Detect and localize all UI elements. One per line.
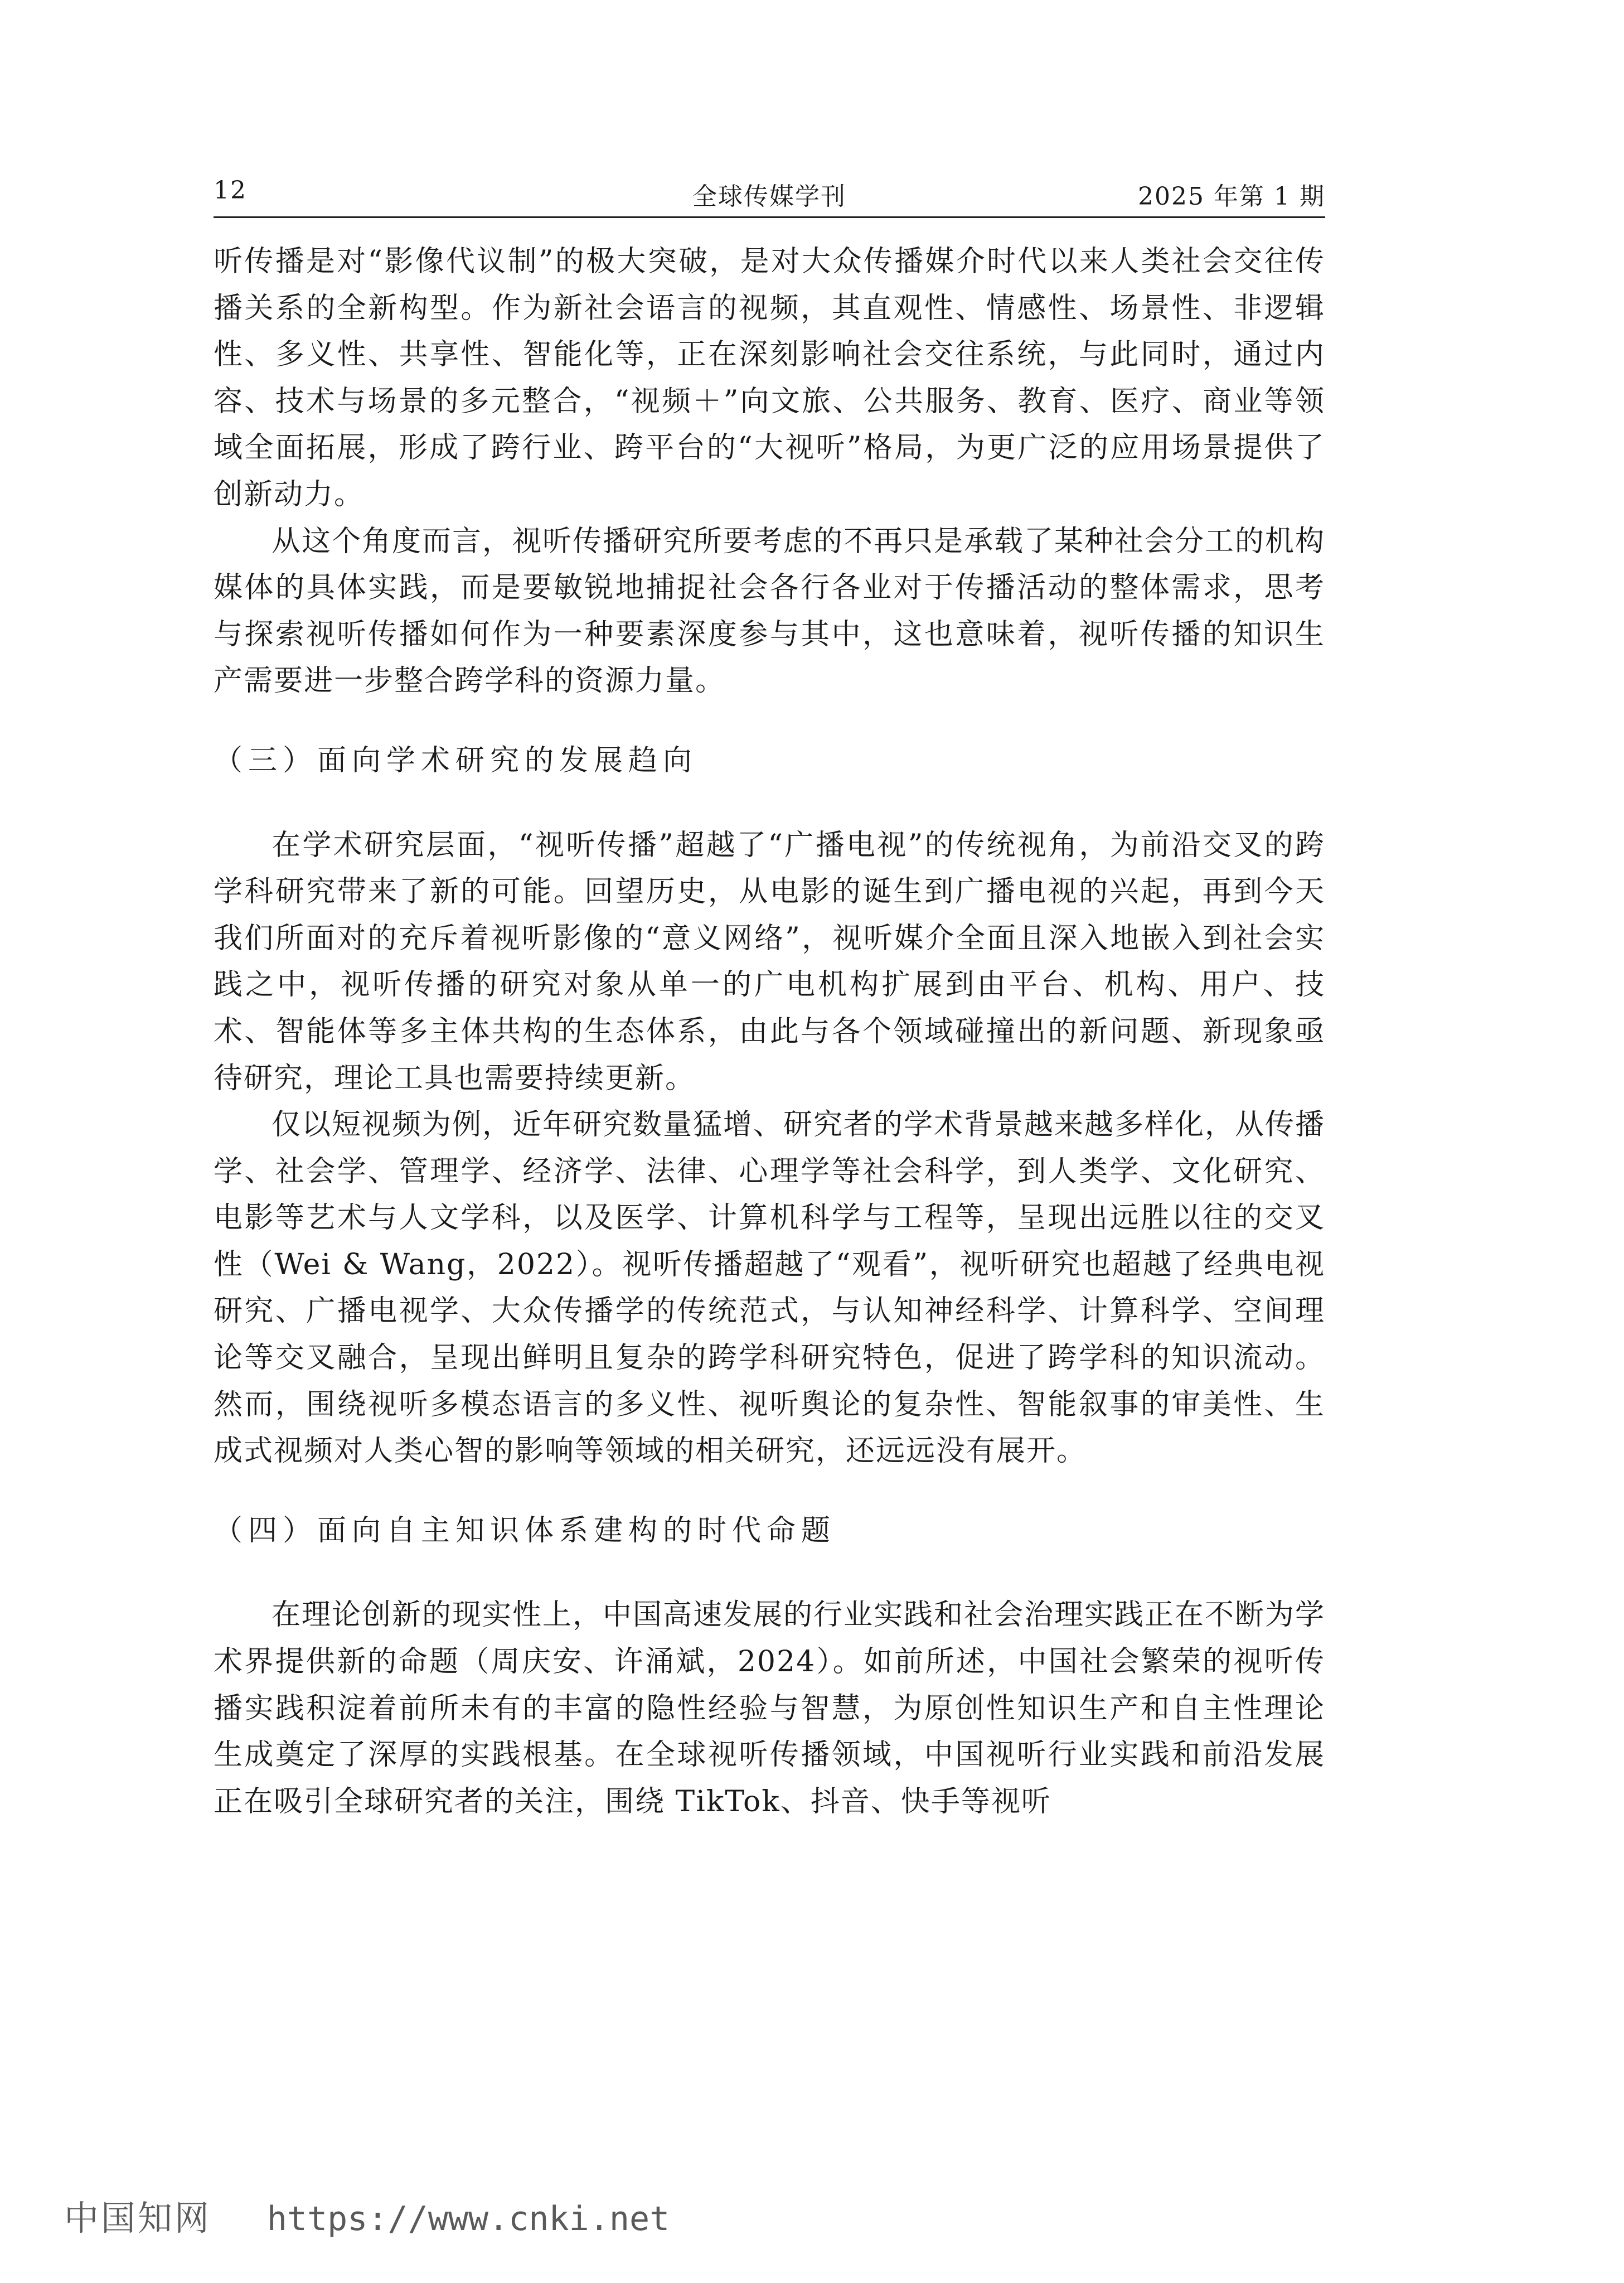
running-header: [214, 166, 1325, 218]
paragraph: 从这个角度而言，视听传播研究所要考虑的不再只是承载了某种社会分工的机构媒体的具体实践，而是要敏锐地捕捉社会各行各业对于传播活动的整体需求，思考与探索视听传播如何作为一种要素深度参与其中，这也意味着，视听传播的知识生产需要进一步整合跨学科的资源力量。: [214, 524, 1326, 698]
section-heading-3: （三）面向学术研究的发展趋向: [214, 743, 698, 777]
paragraph: 在学术研究层面，“视听传播”超越了“广播电视”的传统视角，为前沿交叉的跨学科研究带来了新的可能。回望历史，从电影的诞生到广播电视的兴起，再到今天我们所面对的充斥着视听影像的“意义网络”，视听媒介全面且深入地嵌入到社会实践之中，视听传播的研究对象从单一的广电机构扩展到由平台、机构、用户、技术、智能体等多主体共构的生态体系，由此与各个领域碰撞出的新问题、新现象亟待研究，理论工具也需要持续更新。: [214, 828, 1325, 1095]
watermark-footer: [64, 2190, 670, 2241]
journal-title: 全球传媒学刊: [692, 182, 846, 211]
section-heading-4: （四）面向自主知识体系建构的时代命题: [214, 1513, 836, 1547]
paragraph: 在理论创新的现实性上，中国高速发展的行业实践和社会治理实践正在不断为学术界提供新的命题（周庆安、许涌斌，2024）。如前所述，中国社会繁荣的视听传播实践积淀着前所未有的丰富的隐性经验与智慧，为原创性知识生产和自主性理论生成奠定了深厚的实践根基。在全球视听传播领域，中国视听行业实践和前沿发展正在吸引全球研究者的关注，围绕 TikTok、抖音、快手等视听: [214, 1598, 1326, 1818]
article-body: [214, 239, 1325, 1825]
issue-label: 2025 年第 1 期: [1138, 182, 1325, 211]
paragraph-continued: 听传播是对“影像代议制”的极大突破，是对大众传播媒介时代以来人类社会交往传播关系的全新构型。作为新社会语言的视频，其直观性、情感性、场景性、非逻辑性、多义性、共享性、智能化等，正在深刻影响社会交往系统，与此同时，通过内容、技术与场景的多元整合，“视频＋”向文旅、公共服务、教育、医疗、商业等领域全面拓展，形成了跨行业、跨平台的“大视听”格局，为更广泛的应用场景提供了创新动力。: [214, 245, 1325, 511]
page-number: 12: [214, 176, 247, 205]
paragraph: 仅以短视频为例，近年研究数量猛增、研究者的学术背景越来越多样化，从传播学、社会学、管理学、经济学、法律、心理学等社会科学，到人类学、文化研究、电影等艺术与人文学科，以及医学、计算机科学与工程等，呈现出远胜以往的交叉性（Wei & Wang，2022）。视听传播超越了“观看”，视听研究也超越了经典电视研究、广播电视学、大众传播学的传统范式，与认知神经科学、计算科学、空间理论等交叉融合，呈现出鲜明且复杂的跨学科研究特色，促进了跨学科的知识流动。然而，围绕视听多模态语言的多义性、视听舆论的复杂性、智能叙事的审美性、生成式视频对人类心智的影响等领域的相关研究，还远远没有展开。: [214, 1108, 1326, 1468]
cnki-url-link[interactable]: https://www.cnki.net: [266, 2199, 670, 2238]
cnki-logo-text: 中国知网: [64, 2198, 212, 2238]
